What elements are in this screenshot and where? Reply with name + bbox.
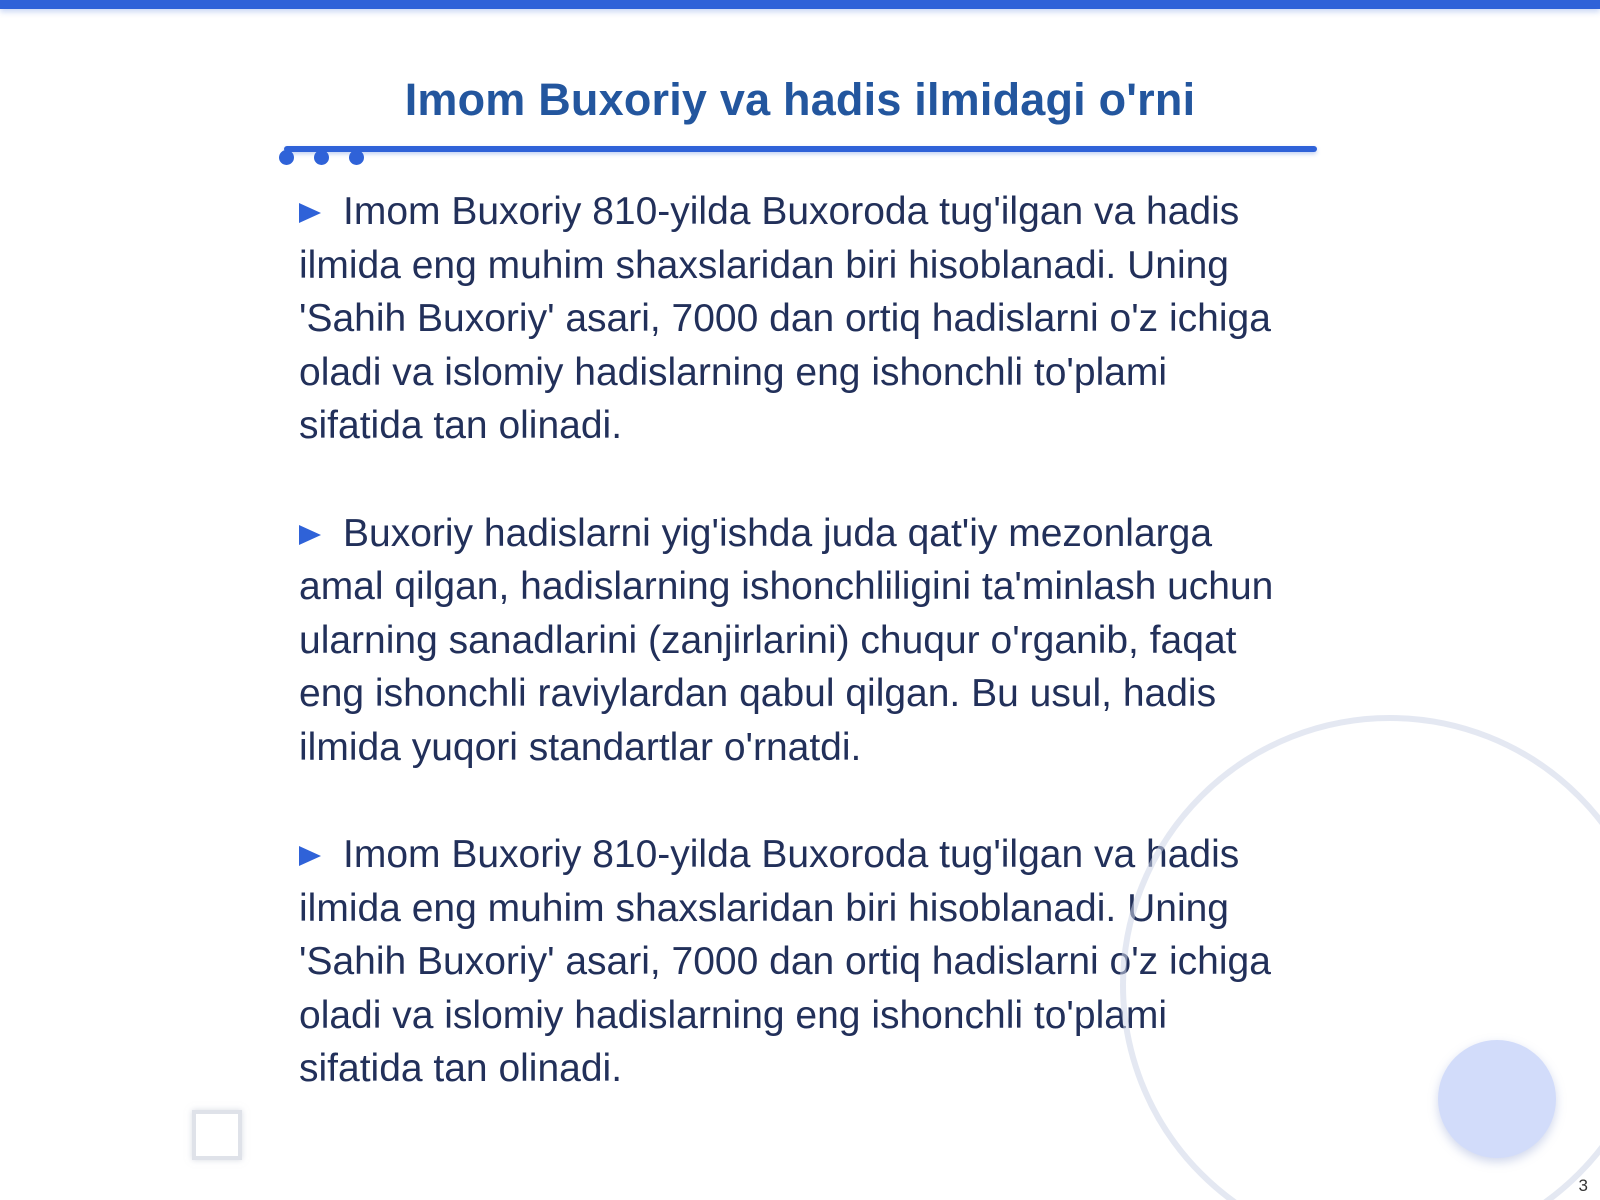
bullet-arrow-icon xyxy=(299,525,321,545)
decorative-square xyxy=(192,1110,242,1160)
decorative-dot xyxy=(314,150,329,165)
bullet-text: Imom Buxoriy 810-yilda Buxoroda tug'ilgan va hadis ilmida eng muhim shaxslaridan biri hisoblanadi. Uning 'Sahih Buxoriy' asari, 7000 dan ortiq hadislarni o'z ichiga oladi va islomiy hadislarning eng ishonchli to'plami sifatida tan olinadi. xyxy=(299,190,1271,447)
bullet-item xyxy=(299,185,1289,453)
bullet-text: Imom Buxoriy 810-yilda Buxoroda tug'ilgan va hadis ilmida eng muhim shaxslaridan biri hisoblanadi. Uning 'Sahih Buxoriy' asari, 7000 dan ortiq hadislarni o'z ichiga oladi va islomiy hadislarning eng ishonchli to'plami sifatida tan olinadi. xyxy=(299,833,1271,1090)
decorative-dot xyxy=(349,150,364,165)
page-number: 3 xyxy=(1578,1176,1588,1195)
bullet-arrow-icon xyxy=(299,846,321,866)
title-underline xyxy=(284,146,1317,152)
top-accent-bar xyxy=(0,0,1600,9)
slide-title: Imom Buxoriy va hadis ilmidagi o'rni xyxy=(404,74,1196,125)
decorative-dot xyxy=(279,150,294,165)
bullet-text: Buxoriy hadislarni yig'ishda juda qat'iy mezonlarga amal qilgan, hadislarning ishonchliligini ta'minlash uchun ularning sanadlarini (zanjirlarini) chuqur o'rganib, faqat eng ishonchli raviylardan qabul qilgan. Bu usul, hadis ilmida yuqori standartlar o'rnatdi. xyxy=(299,511,1274,769)
bullet-item xyxy=(299,507,1289,775)
decorative-circle xyxy=(1438,1040,1556,1158)
bullet-arrow-icon xyxy=(299,203,321,223)
